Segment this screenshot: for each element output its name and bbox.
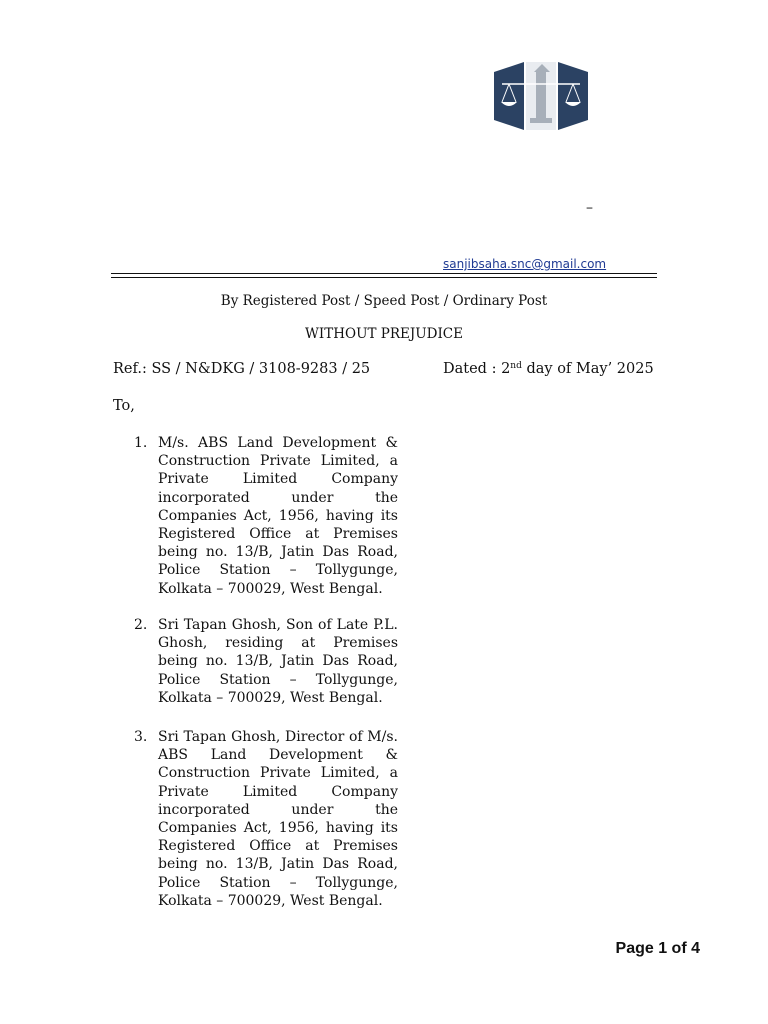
addressee-text: Sri Tapan Ghosh, Son of Late P.L. Ghosh, residing at Premises being no. 13/B, Jatin Das Road, Police Station – Tollygunge, Kolkata – 700029, West Bengal. (158, 617, 398, 706)
reference-number: Ref.: SS / N&DKG / 3108-9283 / 25 (113, 361, 371, 377)
date-prefix: Dated : 2 (443, 361, 511, 377)
addressee-number: 2. (134, 617, 148, 633)
page-number: Page 1 of 4 (615, 940, 700, 957)
addressee-item (134, 434, 398, 598)
addressee-number: 1. (134, 435, 148, 451)
salutation: To, (113, 398, 135, 414)
date-rest: day of May’ 2025 (521, 361, 654, 377)
date-ordinal-suffix: nd (510, 361, 522, 371)
without-prejudice-heading: WITHOUT PREJUDICE (305, 326, 463, 342)
addressee-item (134, 616, 398, 707)
delivery-mode: By Registered Post / Speed Post / Ordinary Post (220, 293, 548, 309)
email-link[interactable]: sanjibsaha.snc@gmail.com (443, 257, 607, 271)
header-dash: – (586, 200, 593, 216)
scales-of-justice-icon (492, 58, 592, 134)
letter-date (443, 361, 654, 377)
addressee-text: Sri Tapan Ghosh, Director of M/s. ABS Land Development & Construction Private Limited, a Private Limited Company incorporated under the Companies Act, 1956, having its Registered Office at Premises being no. 13/B, Jatin Das Road, Police Station – Tollygunge, Kolkata – 700029, West Bengal. (158, 729, 398, 909)
addressee-item (134, 728, 398, 910)
addressee-text: M/s. ABS Land Development & Construction Private Limited, a Private Limited Company incorporated under the Companies Act, 1956, having its Registered Office at Premises being no. 13/B, Jatin Das Road, Police Station – Tollygunge, Kolkata – 700029, West Bengal. (158, 435, 398, 597)
header-divider-thin (111, 277, 657, 278)
law-firm-logo (492, 58, 592, 134)
addressee-number: 3. (134, 729, 148, 745)
header-divider-thick (111, 273, 657, 274)
